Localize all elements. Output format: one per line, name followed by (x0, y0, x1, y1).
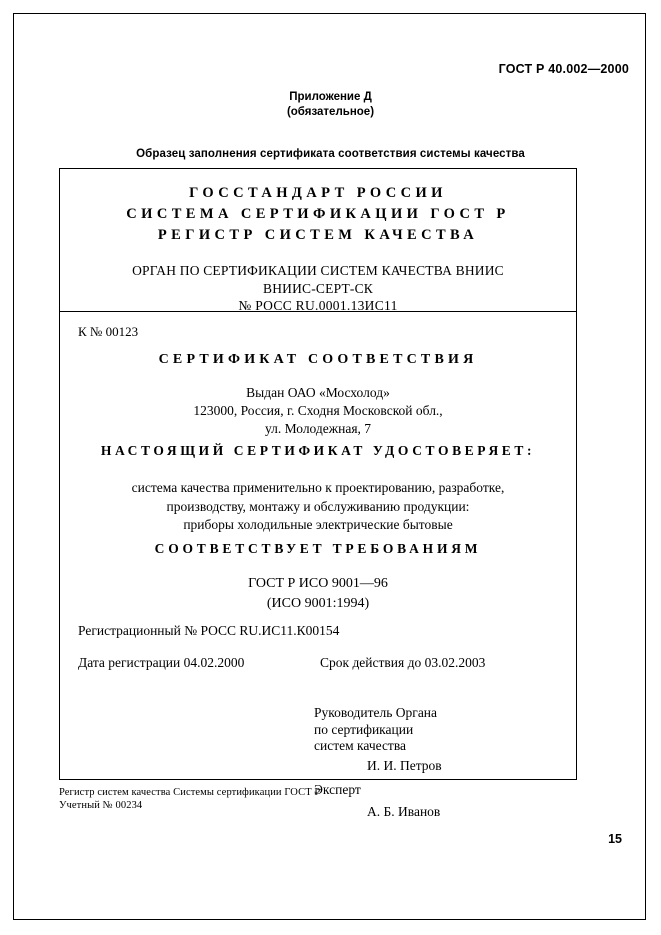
head-signature-name: И. И. Петров (367, 757, 442, 773)
certifies-heading: НАСТОЯЩИЙ СЕРТИФИКАТ УДОСТОВЕРЯЕТ: (100, 443, 536, 458)
issued-to-address-1: 123000, Россия, г. Сходня Московской обл., (193, 403, 443, 418)
gosstandart-line-1: ГОССТАНДАРТ РОССИИ (189, 185, 447, 201)
scope-block (60, 479, 576, 535)
page-border-frame (13, 13, 646, 920)
footer-line-1: Регистр систем качества Системы сертификации ГОСТ Р (59, 787, 321, 798)
scope-line-1: система качества применительно к проектированию, разработке, (131, 480, 505, 495)
scope-products: приборы холодильные электрические бытовые (183, 517, 453, 532)
certificate-k-number: К № 00123 (78, 324, 139, 339)
issued-to-block (60, 384, 576, 438)
expert-signature-name: А. Б. Иванов (367, 803, 441, 819)
standard-iso: (ИСО 9001:1994) (266, 596, 370, 611)
head-title-line-1: Руководитель Органа (314, 705, 438, 720)
gosstandart-line-3: РЕГИСТР СИСТЕМ КАЧЕСТВА (157, 227, 479, 243)
certification-body-name: ОРГАН ПО СЕРТИФИКАЦИИ СИСТЕМ КАЧЕСТВА ВНИИС (132, 263, 504, 278)
issued-to-address-2: ул. Молодежная, 7 (264, 421, 372, 436)
page-number: 15 (608, 832, 622, 846)
footer-note (59, 786, 320, 812)
conforms-heading: СООТВЕТСТВУЕТ ТРЕБОВАНИЯМ (154, 541, 482, 556)
registration-number: Регистрационный № РОСС RU.ИС11.К00154 (78, 623, 340, 638)
registration-date: Дата регистрации 04.02.2000 (78, 655, 245, 670)
expert-signature-block (314, 782, 440, 820)
standard-gost: ГОСТ Р ИСО 9001—96 (248, 576, 388, 591)
certification-body-block (66, 262, 570, 315)
expert-title: Эксперт (314, 782, 361, 797)
gosstandart-title (66, 183, 570, 246)
certificate-title: СЕРТИФИКАТ СООТВЕТСТВИЯ (158, 352, 478, 367)
certificate-header (60, 169, 576, 312)
issued-to-company: Выдан ОАО «Мосхолод» (246, 385, 390, 400)
appendix-heading (14, 90, 647, 120)
standard-reference-block (60, 574, 576, 614)
page-content (14, 14, 647, 921)
head-title-line-3: систем качества (314, 738, 407, 753)
standard-code: ГОСТ Р 40.002—2000 (498, 62, 629, 76)
appendix-obligatory-label: (обязательное) (286, 106, 375, 118)
footer-line-2: Учетный № 00234 (59, 800, 143, 811)
head-signature-block (314, 705, 442, 774)
dates-row (78, 655, 568, 671)
certification-body-abbrev: ВНИИС-СЕРТ-СК (262, 280, 374, 296)
certification-body-number: № РОСС RU.0001.13ИС11 (238, 298, 398, 313)
scope-line-2: производству, монтажу и обслуживанию продукции: (166, 498, 470, 514)
head-title-line-2: по сертификации (314, 721, 414, 737)
sample-title: Образец заполнения сертификата соответствия системы качества (136, 148, 525, 160)
gosstandart-line-2: СИСТЕМА СЕРТИФИКАЦИИ ГОСТ Р (126, 206, 510, 222)
validity-date: Срок действия до 03.02.2003 (320, 655, 486, 670)
appendix-label: Приложение Д (289, 91, 372, 103)
